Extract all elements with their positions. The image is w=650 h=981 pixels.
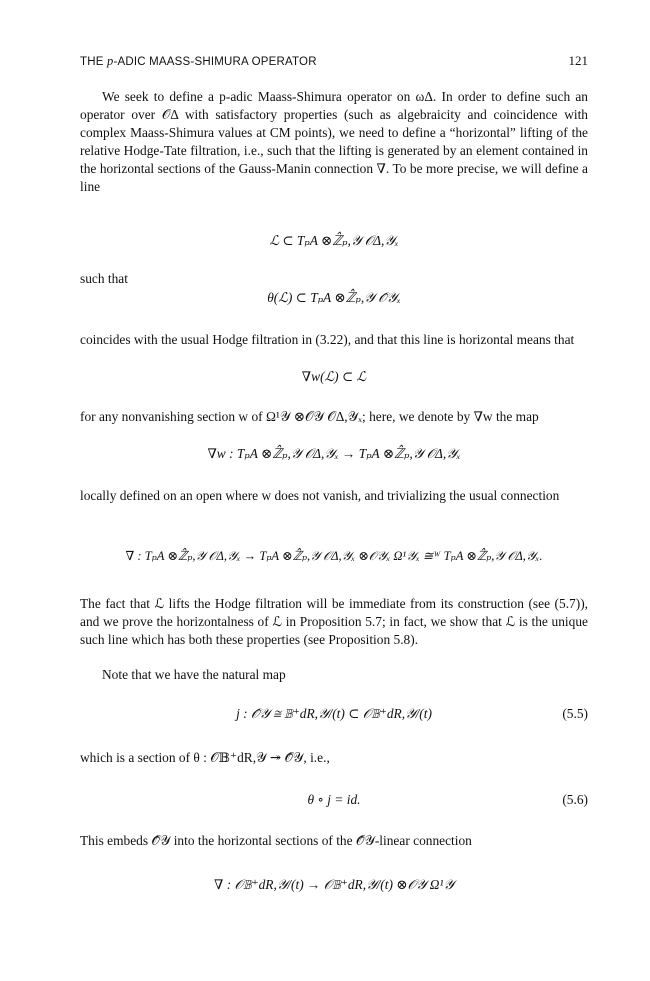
paragraph-natural-map: Note that we have the natural map [102,667,286,682]
equation-5-5-number: (5.5) [562,706,588,721]
running-head [80,53,588,69]
running-title-prefix: THE [80,56,107,68]
text-such-that: such that [80,271,128,286]
running-title-p: p [107,54,114,68]
equation-5-5-body: j : 𝒪̂𝒴 ≅ 𝔹⁺dR,𝒴/(t) ⊂ 𝒪𝔹⁺dR,𝒴/(t) [236,706,432,721]
paragraph-embeds: This embeds 𝒪̂𝒴 into the horizontal sections of the 𝒪̂𝒴-linear connection [80,833,472,848]
paragraph-lifts-hodge: The fact that ℒ lifts the Hodge filtration will be immediate from its construction (see (5.7)), and we prove the horizontalness of ℒ in Proposition 5.7; in fact, we show that ℒ is the unique such line which has both these properties (see Proposition 5.8). [80,596,588,647]
equation-nabla-w-map: ∇w : TₚA ⊗ℤ̂ₚ,𝒴 𝒪Δ,𝒴ₓ → TₚA ⊗ℤ̂ₚ,𝒴 𝒪Δ,𝒴ₓ [207,446,461,461]
paragraph-locally-defined: locally defined on an open where w does not vanish, and trivializing the usual connection [80,488,560,503]
page-number: 121 [568,53,588,68]
equation-nabla-w-L: ∇w(ℒ) ⊂ ℒ [301,369,367,384]
equation-line-definition: ℒ ⊂ TₚA ⊗ℤ̂ₚ,𝒴 𝒪Δ,𝒴ₓ [269,233,399,248]
equation-theta-L: θ(ℒ) ⊂ TₚA ⊗ℤ̂ₚ,𝒴 𝒪̂𝒴ₓ [267,290,401,305]
paragraph-horizontal: coincides with the usual Hodge filtration in (3.22), and that this line is horizontal means that [80,332,575,347]
running-title-suffix: -ADIC MAASS-SHIMURA OPERATOR [113,56,317,68]
equation-5-6-body: θ ∘ j = id. [307,792,361,807]
equation-nabla-connection: ∇ : TₚA ⊗ℤ̂ₚ,𝒴 𝒪Δ,𝒴ₓ → TₚA ⊗ℤ̂ₚ,𝒴 𝒪Δ,𝒴ₓ ⊗𝒪𝒴ₓ Ω¹𝒴ₓ ≅ᵂ TₚA ⊗ℤ̂ₚ,𝒴 𝒪Δ,𝒴ₓ. [125,549,543,563]
equation-connection: ∇ : 𝒪𝔹⁺dR,𝒴/(t) → 𝒪𝔹⁺dR,𝒴/(t) ⊗𝒪𝒴 Ω¹𝒴 [214,877,454,892]
equation-5-6-number: (5.6) [562,792,588,807]
paragraph-nonvanishing-section: for any nonvanishing section w of Ω¹𝒴 ⊗𝒪𝒴 𝒪Δ,𝒴ₓ; here, we denote by ∇w the map [80,409,539,424]
running-title [80,54,317,69]
equation-5-6 [80,791,588,809]
equation-5-5 [80,705,588,723]
paragraph-section-of-theta: which is a section of θ : 𝒪𝔹⁺dR,𝒴 ↠ 𝒪̂𝒴, i.e., [80,750,330,765]
paragraph-intro: We seek to define a p-adic Maass-Shimura operator on ωΔ. In order to define such an operator over 𝒪Δ with satisfactory properties (such as algebraicity and coincidence with complex Maass-Shimura values at CM points), we need to define a “horizontal” lifting of the relative Hodge-Tate filtration, i.e., such that the lifting is generated by an element contained in the horizontal sections of the Gauss-Manin connection ∇. To be more precise, we will define a line [80,89,588,194]
